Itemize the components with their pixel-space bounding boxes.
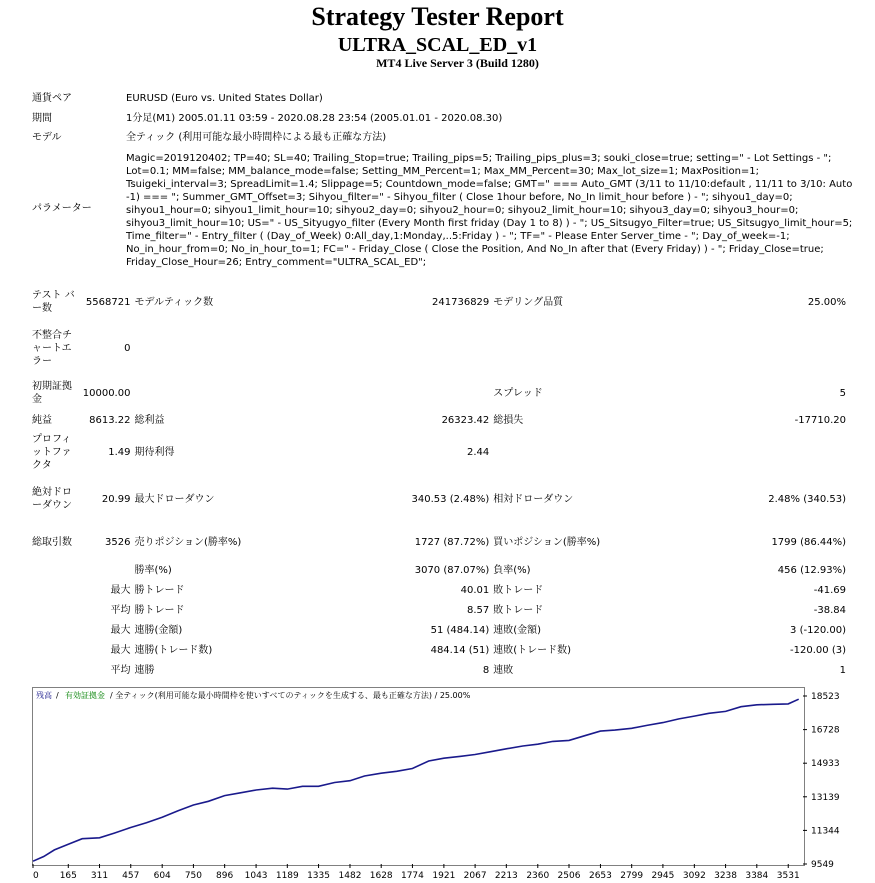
plot-area [33,688,805,866]
max-dd-label: 最大ドローダウン [134,493,215,505]
stats-row-largest [30,580,848,600]
max-cons-amount-label: 最大 [110,644,131,656]
x-tick-label: 896 [216,871,234,881]
largest-loss-label: 敗トレード [493,584,544,596]
x-tick-label: 2360 [526,871,550,881]
quality-label: モデリング品質 [493,296,564,308]
avg-win-value: 8.57 [467,604,490,616]
y-tick-label: 11344 [811,826,840,837]
stats-row-bars [30,284,848,320]
legend-equity: 有効証拠金 [65,691,105,700]
y-tick-label: 9549 [811,860,834,870]
net-value: 8613.22 [89,414,131,426]
stats-row-mismatch [30,320,848,376]
spread-label: スプレッド [493,387,543,399]
pf-value: 1.49 [108,446,131,458]
gross-profit-value: 26323.42 [441,414,490,426]
bars-label: テスト バー数 [32,290,75,314]
symbol-label: 通貨ペア [32,93,72,104]
ticks-value: 241736829 [432,296,490,308]
largest-loss-value: -41.69 [813,584,846,596]
ea-name: ULTRA_SCAL_ED_v1 [337,34,538,56]
avg-cons-loss-label: 連敗 [493,664,514,676]
rel-dd-value: 2.48% (340.53) [768,493,846,505]
stats-row-max-cons [30,620,848,640]
stats-row-avg-cons [30,660,848,680]
win-value: 3070 (87.07%) [414,564,490,576]
x-tick-label: 2213 [494,871,518,881]
x-tick-label: 1335 [307,871,330,881]
params-label: パラメーター [32,203,92,214]
mismatch-label: 不整合チャートエラー [32,329,72,367]
x-tick-label: 3384 [745,871,769,881]
max-cons-profit-label: 連勝(トレード数) [134,644,213,656]
abs-dd-value: 20.99 [101,493,131,505]
stats-row-win [30,560,848,580]
x-tick-label: 311 [90,871,109,881]
max-cons-lossamt-label: 連敗(トレード数) [493,644,572,656]
model-value: 全ティック (利用可能な最小時間枠による最も正確な方法) [126,132,387,143]
stats-row-max-cons-amount [30,640,848,660]
avg-loss-value: -38.84 [813,604,846,616]
x-tick-label: 3531 [776,871,800,881]
max-dd-value: 340.53 (2.48%) [411,493,490,505]
period-value: 1分足(M1) 2005.01.11 03:59 - 2020.08.28 23:54 (2005.01.01 - 2020.08.30) [126,113,503,124]
legend-balance: 残高 [36,691,52,700]
long-value: 1799 (86.44%) [771,536,846,548]
x-tick-label: 2799 [620,871,644,881]
gross-loss-label: 総損失 [493,414,524,426]
stats-row-trades [30,524,848,560]
x-tick-label: 2506 [557,871,581,881]
avg-cons-win-value: 8 [482,664,490,676]
x-tick-label: 750 [184,871,203,881]
loss-label: 負率(%) [493,564,531,576]
x-tick-label: 2067 [463,871,487,881]
loss-value: 456 (12.93%) [777,564,846,576]
rel-dd-label: 相対ドローダウン [493,493,574,505]
largest-label: 最大 [110,584,131,596]
mismatch-value: 0 [124,342,131,354]
model-label: モデル [32,132,62,143]
trades-value: 3526 [105,536,131,548]
gross-profit-label: 総利益 [134,414,165,426]
x-tick-label: 1482 [338,871,362,881]
largest-win-value: 40.01 [460,584,490,596]
expected-value: 2.44 [467,446,490,458]
x-tick-label: 165 [59,871,77,881]
short-label: 売りポジション(勝率%) [134,536,242,548]
win-label: 勝率(%) [134,564,172,576]
trades-label: 総取引数 [32,536,72,548]
y-tick-label: 16728 [811,725,840,736]
largest-win-label: 勝トレード [134,584,185,596]
x-tick-label: 604 [153,871,171,881]
expected-label: 期待利得 [134,446,175,458]
avg-cons-label: 平均 [110,664,131,676]
bars-value: 5568721 [85,296,131,308]
abs-dd-label: 絶対ドローダウン [32,487,72,511]
avg-win-label: 勝トレード [134,604,185,616]
quality-value: 25.00% [807,296,846,308]
params-value: Magic=2019120402; TP=40; SL=40; Trailing_Stop=true; Trailing_pips=5; Trailing_pips_plus=3; souki_close=true; setting=" - Lot Settings - "; Lot=0.1; MM=false; MM_balance_mode=false; Setting_MM_Percent=1; Max_MM_Percent=30; Max_lot_size=1; MaxPosition=1; Tsuigeki_interval=3; SpreadLimit=1.4; Slippage=5; Countdown_mode=false; GMT=" === Auto_GMT (3/11 to 11/10:default , 11/11 to 3/10: Auto -1) === "; Summer_GMT_Offset=3; Sihyou_filter=" - Sihyou_filter ( Close 1hour before, No_In limit_hour before ) - "; sihyou1_day=0; sihyou1_hour=0; sihyou1_limit_hour=10; sihyou2_day=0; sihyou2_hour=0; sihyou2_limit_hour=10; sihyou3_day=0; sihyou3_hour=0; sihyou3_limit_hour=10; US=" - US_Sityugyo_filter (Every Month first friday (Day 1 to 8) ) - "; US_Sitsugyo_Filter=true; US_Sitsugyo_limit_hour=5; Time_filter=" - Entry_filter ( (Day_of_Week) 0:All_day,1:Monday,..5:Friday ) - "; TF=" - Please Enter Server_time - "; Day_of_week=-1; No_in_hour_from=0; No_in_hour_to=1; FC=" - Friday_Close ( Close the Position, And No_In after that (Every Friday) ) - "; Friday_Close=true; Friday_Close_Hour=26; Entry_comment="ULTRA_SCAL_ED"; [126,153,853,268]
ticks-label: モデルティック数 [134,296,214,308]
x-tick-label: 457 [122,871,140,881]
x-tick-label: 1043 [244,871,268,881]
balance-chart [30,686,852,882]
spread-value: 5 [839,387,846,399]
gross-loss-value: -17710.20 [794,414,846,426]
long-label: 買いポジション(勝率%) [493,536,601,548]
average-label: 平均 [110,604,131,616]
stats-table [30,284,848,680]
x-tick-label: 1628 [369,871,393,881]
y-tick-label: 13139 [811,792,840,803]
deposit-label: 初期証拠金 [32,381,72,405]
legend-sep: / [56,691,59,700]
y-tick-label: 18523 [811,691,840,702]
x-tick-label: 2945 [651,871,675,881]
max-cons-label: 最大 [110,624,131,636]
x-tick-label: 1921 [432,871,456,881]
max-cons-loss-value: 3 (-120.00) [790,624,846,636]
server-name: MT4 Live Server 3 (Build 1280) [376,56,539,70]
y-tick-label: 14933 [811,759,840,770]
max-cons-profit-value: 484.14 (51) [430,644,490,656]
x-tick-label: 3238 [714,871,738,881]
x-tick-label: 2653 [588,871,612,881]
max-cons-win-label: 連勝(金額) [134,624,183,636]
legend-description: / 全ティック(利用可能な最小時間枠を使いすべてのティックを生成する、最も正確な方法) / 25.00% [110,691,471,700]
x-tick-label: 3092 [682,871,706,881]
report-title: Strategy Tester Report [311,2,564,31]
net-label: 純益 [32,414,52,426]
max-cons-loss-label: 連敗(金額) [493,624,542,636]
x-tick-label: 0 [33,871,39,881]
x-tick-label: 1189 [275,871,299,881]
stats-row-deposit [30,376,848,410]
avg-loss-label: 敗トレード [493,604,544,616]
stats-row-average [30,600,848,620]
period-label: 期間 [32,113,52,124]
stats-row-net [30,410,848,430]
stats-row-pf [30,430,848,474]
stats-row-dd [30,474,848,524]
pf-label: プロフィットファクタ [32,433,72,471]
avg-cons-win-label: 連勝 [134,664,155,676]
deposit-value: 10000.00 [82,387,131,399]
symbol-value: EURUSD (Euro vs. United States Dollar) [126,93,323,104]
x-tick-label: 1774 [400,871,424,881]
max-cons-lossamt-value: -120.00 (3) [790,644,846,656]
max-cons-win-value: 51 (484.14) [430,624,490,636]
avg-cons-loss-value: 1 [839,664,846,676]
short-value: 1727 (87.72%) [414,536,490,548]
